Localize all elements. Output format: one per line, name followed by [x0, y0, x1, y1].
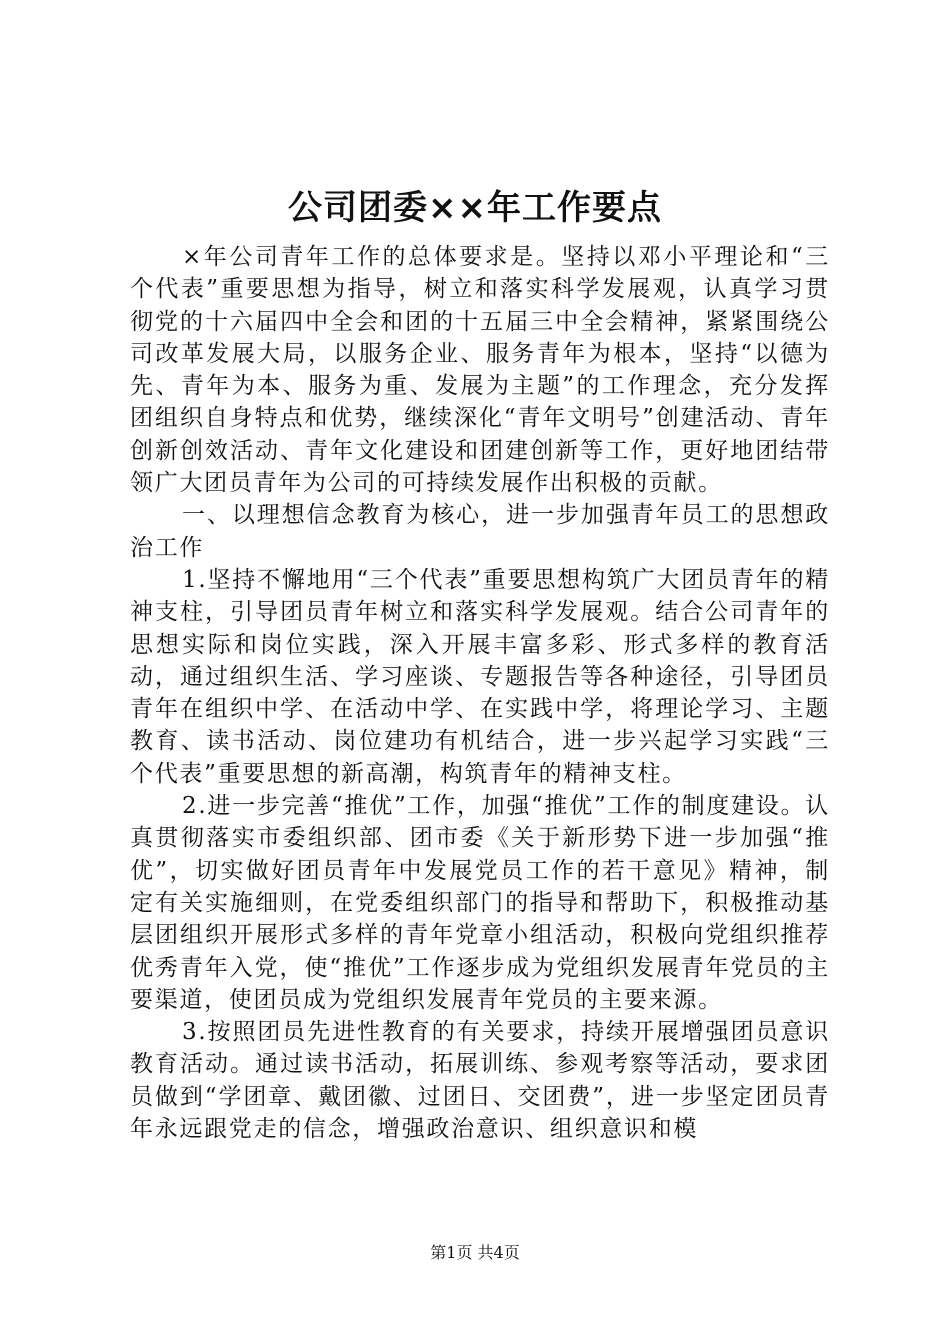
paragraph-item-2: 2.进一步完善“推优”工作，加强“推优”工作的制度建设。认真贯彻落实市委组织部、团市委《关于新形势下进一步加强“推优”，切实做好团员青年中发展党员工作的若干意见》精神，制定有关实施细则，在党委组织部门的指导和帮助下，积极推动基层团组织开展形式多样的青年党章小组活动，积极向党组织推荐优秀青年入党，使“推优”工作逐步成为党组织发展青年党员的主要渠道，使团员成为党组织发展青年党员的主要来源。: [130, 793, 830, 1013]
page-footer: 第1页 共4页: [430, 1243, 520, 1262]
paragraph-intro: ×年公司青年工作的总体要求是。坚持以邓小平理论和“三个代表”重要思想为指导，树立和落实科学发展观，认真学习贯彻党的十六届四中全会和团的十五届三中全会精神，紧紧围绕公司改革发展大局，以服务企业、服务青年为根本，坚持“以德为先、青年为本、服务为重、发展为主题”的工作理念，充分发挥团组织自身特点和优势，继续深化“青年文明号”创建活动、青年创新创效活动、青年文化建设和团建创新等工作，更好地团结带领广大团员青年为公司的可持续发展作出积极的贡献。: [130, 244, 830, 497]
document-body: [130, 241, 830, 1145]
document-title: 公司团委××年工作要点: [288, 188, 662, 228]
paragraph-item-1: 1.坚持不懈地用“三个代表”重要思想构筑广大团员青年的精神支柱，引导团员青年树立和落实科学发展观。结合公司青年的思想实际和岗位实践，深入开展丰富多彩、形式多样的教育活动，通过组织生活、学习座谈、专题报告等各种途径，引导团员青年在组织中学、在活动中学、在实践中学，将理论学习、主题教育、读书活动、岗位建功有机结合，进一步兴起学习实践“三个代表”重要思想的新高潮，构筑青年的精神支柱。: [130, 566, 830, 787]
section-heading-1: 一、以理想信念教育为核心，进一步加强青年员工的思想政治工作: [130, 502, 830, 561]
paragraph-item-3: 3.按照团员先进性教育的有关要求，持续开展增强团员意识教育活动。通过读书活动，拓展训练、参观考察等活动，要求团员做到“学团章、戴团徽、过团日、交团费”，进一步坚定团员青年永远跟党走的信念，增强政治意识、组织意识和模: [130, 1019, 830, 1143]
